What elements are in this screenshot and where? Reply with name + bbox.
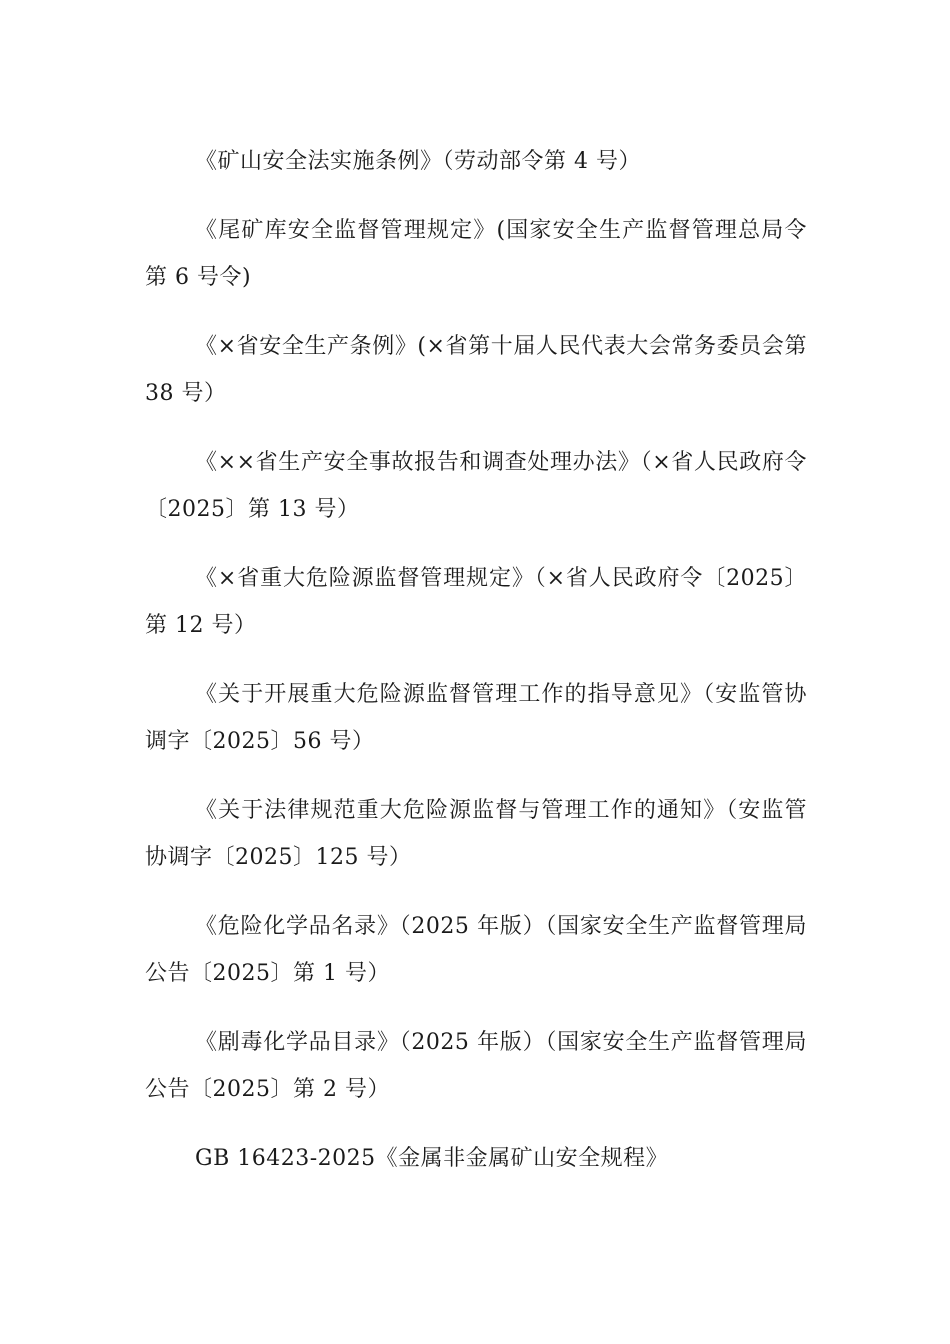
regulation-list — [145, 138, 807, 1204]
regulation-item-3: 《×省安全生产条例》(×省第十届人民代表大会常务委员会第 38 号） — [145, 334, 807, 406]
regulation-item-7: 《关于法律规范重大危险源监督与管理工作的通知》（安监管协调字〔2025〕125 号） — [145, 798, 807, 870]
regulation-item-8: 《危险化学品名录》（2025 年版）（国家安全生产监督管理局公告〔2025〕第 1 号） — [145, 914, 807, 986]
regulation-item-1: 《矿山安全法实施条例》（劳动部令第 4 号） — [195, 149, 641, 174]
regulation-item-6: 《关于开展重大危险源监督管理工作的指导意见》（安监管协调字〔2025〕56 号） — [145, 682, 807, 754]
regulation-item-4: 《××省生产安全事故报告和调查处理办法》（×省人民政府令〔2025〕第 13 号） — [145, 450, 807, 522]
regulation-item-2: 《尾矿库安全监督管理规定》(国家安全生产监督管理总局令第 6 号令) — [145, 218, 807, 290]
regulation-item-9: 《剧毒化学品目录》（2025 年版）（国家安全生产监督管理局公告〔2025〕第 2 号） — [145, 1030, 807, 1102]
regulation-item-10: GB 16423-2025《金属非金属矿山安全规程》 — [195, 1146, 669, 1171]
regulation-item-5: 《×省重大危险源监督管理规定》（×省人民政府令〔2025〕第 12 号） — [145, 566, 807, 638]
